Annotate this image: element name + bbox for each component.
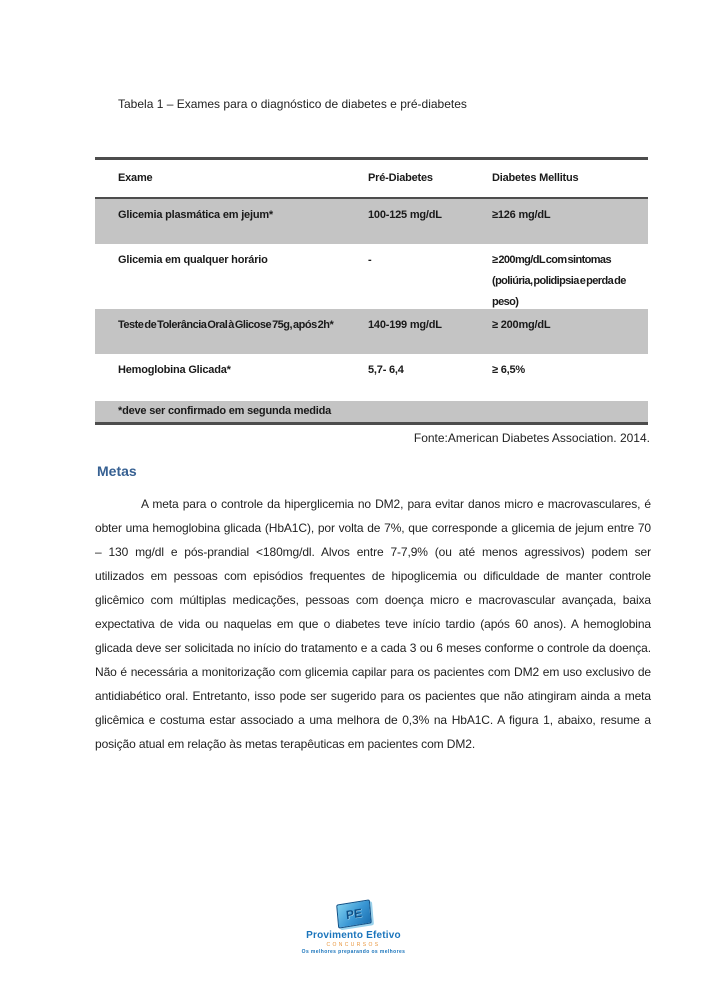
column-header-exame: Exame xyxy=(118,172,153,184)
table-row xyxy=(95,354,648,401)
diagnostics-table xyxy=(95,157,648,425)
pe-cube-icon: PE xyxy=(336,899,372,928)
cell-diabetes-mellitus: ≥ 200mg/dL com sintomas (poliúria, polidipsia e perda de peso) xyxy=(492,254,626,308)
table-caption: Tabela 1 – Exames para o diagnóstico de diabetes e pré-diabetes xyxy=(118,97,467,111)
provimento-efetivo-logo xyxy=(0,902,707,955)
column-header-diabetes-mellitus: Diabetes Mellitus xyxy=(492,172,579,184)
table-row xyxy=(95,199,648,244)
table-row xyxy=(95,244,648,309)
cell-pre-diabetes: 100-125 mg/dL xyxy=(368,209,442,221)
section-heading-metas: Metas xyxy=(97,463,137,479)
logo-sub-brand-text: CONCURSOS xyxy=(326,942,381,948)
metas-paragraph: A meta para o controle da hiperglicemia no DM2, para evitar danos micro e macrovasculares, é obter uma hemoglobina glicada (HbA1C), por volta de 7%, que corresponde a glicemia de jejum entre 70 – 130 mg/dl e pós-prandial <180mg/dl. Alvos entre 7-7,9% (ou até menos agressivos) podem ser utilizados em pessoas com episódios frequentes de hipoglicemia ou dificuldade de manter controle glicêmico com múltiplas medicações, pessoas com doença micro e macrovascular avançada, baixa expectativa de vida ou naquelas em que o diabetes teve início tardio (após 60 anos). A hemoglobina glicada deve ser solicitada no início do tratamento e a cada 3 ou 6 meses conforme o controle da doença. Não é necessária a monitorização com glicemia capilar para os pacientes com DM2 em uso exclusivo de antidiabético oral. Entretanto, isso pode ser sugerido para os pacientes que não atingiram ainda a meta glicêmica e costuma estar associado a uma melhora de 0,3% na HbA1C. A figura 1, abaixo, resume a posição atual em relação às metas terapêuticas em pacientes com DM2. xyxy=(95,497,651,751)
table-row xyxy=(95,309,648,354)
cell-pre-diabetes: 140-199 mg/dL xyxy=(368,319,442,331)
cell-pre-diabetes: - xyxy=(368,254,372,266)
table-header-row xyxy=(95,160,648,199)
logo-tagline-text: Os melhores preparando os melhores xyxy=(301,949,406,955)
cell-exame: Glicemia plasmática em jejum* xyxy=(118,209,273,221)
cell-exame: Glicemia em qualquer horário xyxy=(118,254,268,266)
cell-pre-diabetes: 5,7- 6,4 xyxy=(368,364,404,376)
logo-brand-text: Provimento Efetivo xyxy=(306,930,401,941)
column-header-pre-diabetes: Pré-Diabetes xyxy=(368,172,433,184)
table-footnote: *deve ser confirmado em segunda medida xyxy=(95,401,648,422)
cell-exame: Teste de Tolerância Oral à Glicose 75g, após 2h* xyxy=(118,319,334,331)
cell-diabetes-mellitus: ≥126 mg/dL xyxy=(492,209,551,221)
cell-exame: Hemoglobina Glicada* xyxy=(118,364,231,376)
cell-diabetes-mellitus: ≥ 6,5% xyxy=(492,364,525,376)
source-citation: Fonte:American Diabetes Association. 2014. xyxy=(413,431,650,445)
cell-diabetes-mellitus: ≥ 200mg/dL xyxy=(492,319,551,331)
